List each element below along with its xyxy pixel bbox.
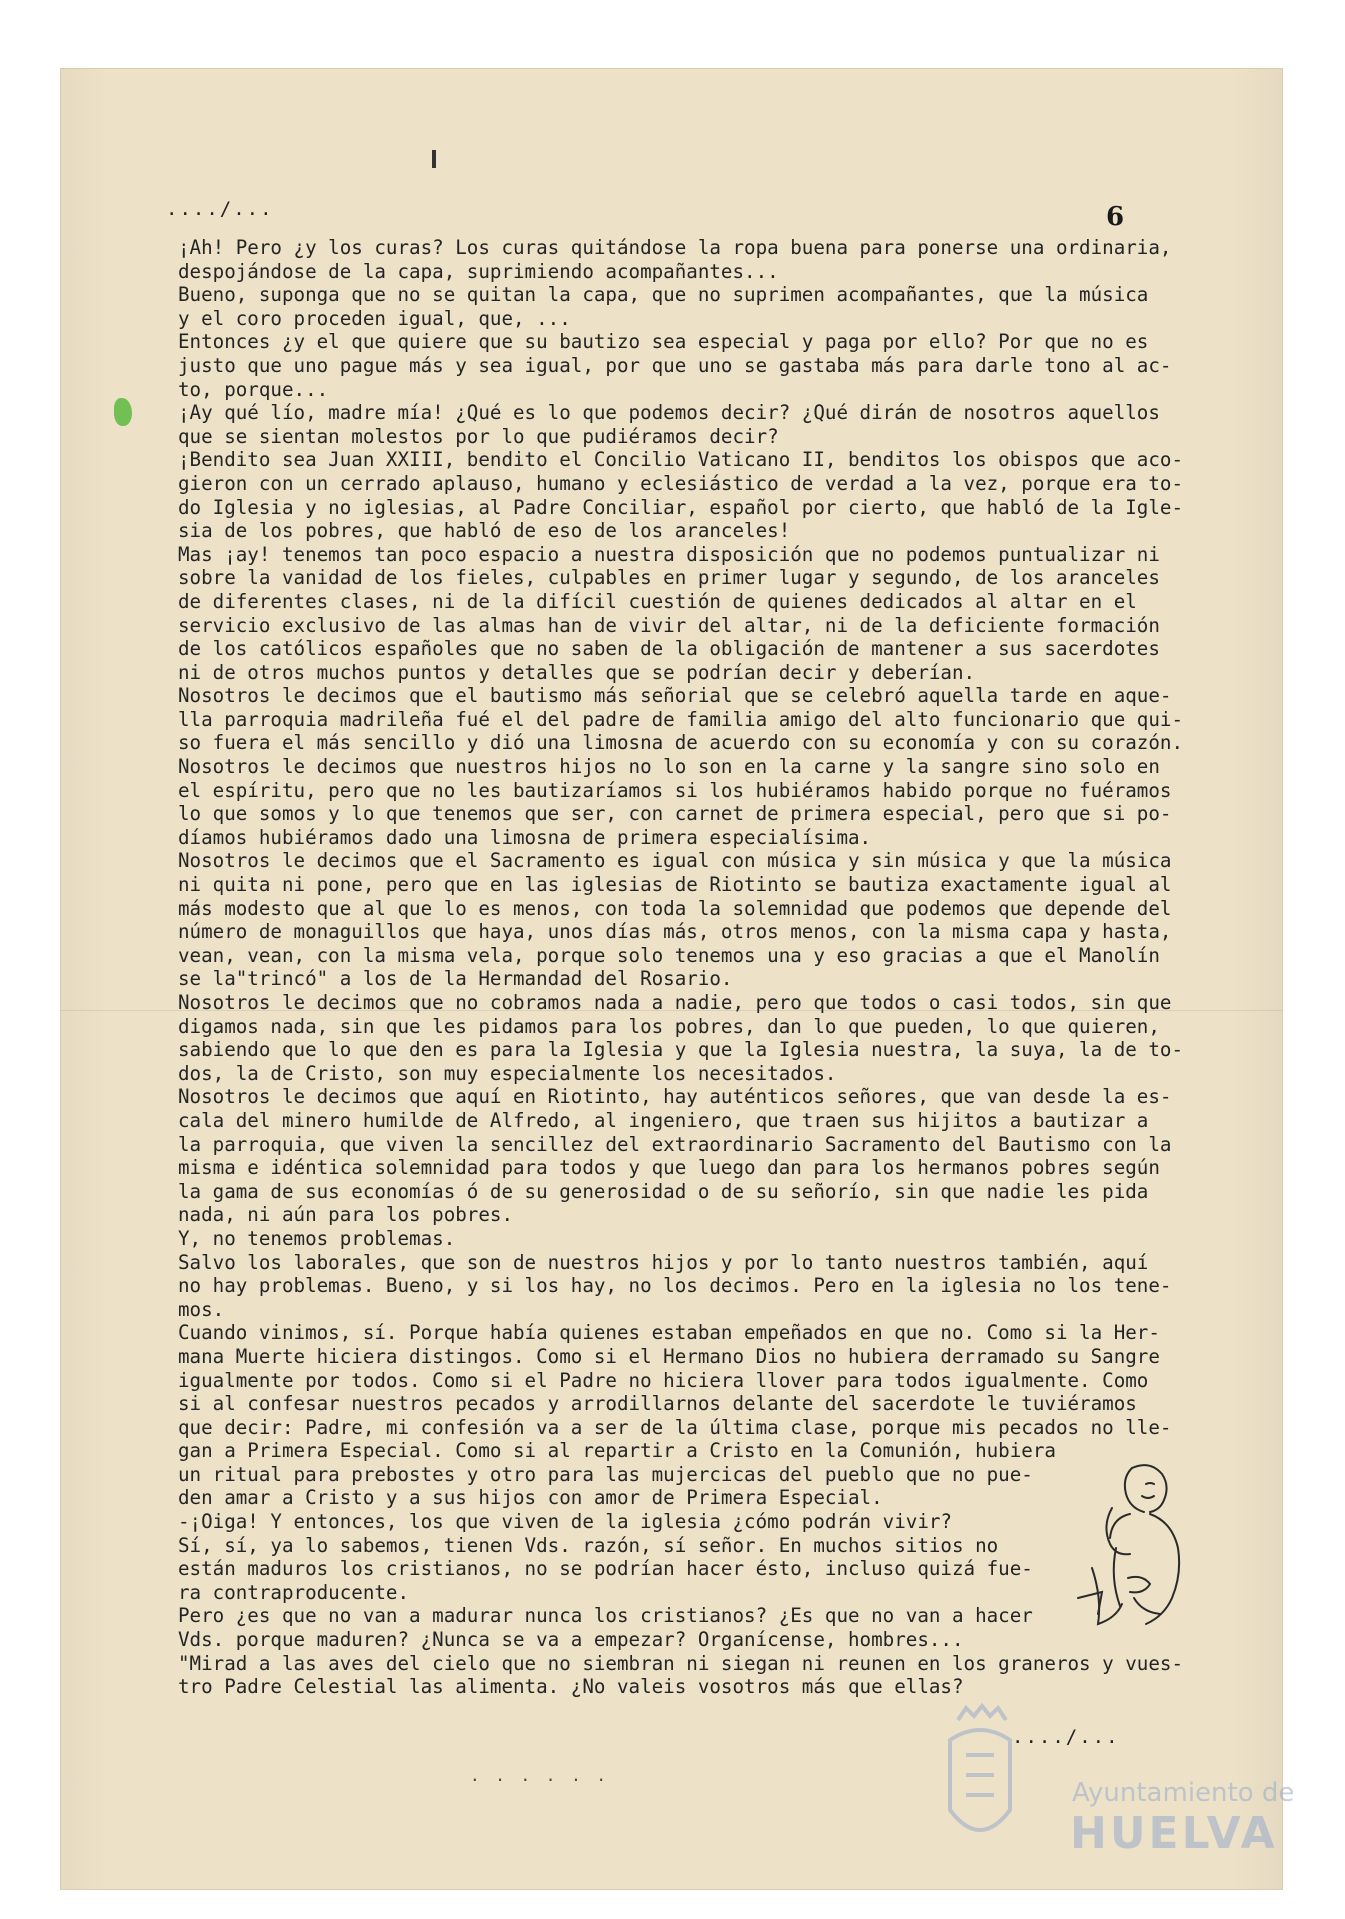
text-line: de diferentes clases, ni de la difícil cuestión de quienes dedicados al altar en el bbox=[178, 589, 1137, 613]
text-line: misma e idéntica solemnidad para todos y que luego dan para los hermanos pobres según bbox=[178, 1156, 1160, 1180]
text-line: den amar a Cristo y a sus hijos con amor de Primera Especial. bbox=[178, 1486, 883, 1510]
page-number: 6 bbox=[1106, 202, 1125, 232]
text-line: Nosotros le decimos que aquí en Riotinto, hay auténticos señores, que van desde la es- bbox=[178, 1085, 1172, 1109]
text-line: sobre la vanidad de los fieles, culpables en primer lugar y segundo, de los aranceles bbox=[178, 566, 1160, 590]
watermark-line1: Ayuntamiento de bbox=[1072, 1778, 1295, 1808]
text-line: "Mirad a las aves del cielo que no siembran ni siegan ni reunen en los graneros y vues- bbox=[178, 1651, 1184, 1675]
text-line: Pero ¿es que no van a madurar nunca los cristianos? ¿Es que no van a hacer bbox=[178, 1604, 1033, 1628]
text-line: número de monaguillos que haya, unos días más, otros menos, con la misma capa y hasta, bbox=[178, 920, 1172, 944]
text-line: que decir: Padre, mi confesión va a ser de la última clase, porque mis pecados no lle- bbox=[178, 1415, 1172, 1439]
text-line: Y, no tenemos problemas. bbox=[178, 1226, 456, 1250]
text-line: sia de los pobres, que habló de eso de los aranceles! bbox=[178, 519, 791, 543]
text-line: servicio exclusivo de las almas han de vivir del altar, ni de la deficiente formación bbox=[178, 613, 1160, 637]
text-line: tro Padre Celestial las alimenta. ¿No valeis vosotros más que ellas? bbox=[178, 1675, 964, 1699]
typewritten-body bbox=[178, 236, 1218, 1699]
text-line: justo que uno pague más y sea igual, por que uno se gastaba más para darle tono al ac- bbox=[178, 353, 1172, 377]
text-line: digamos nada, sin que les pidamos para los pobres, dan lo que pueden, lo que quieren, bbox=[178, 1014, 1160, 1038]
text-line: gan a Primera Especial. Como si al repartir a Cristo en la Comunión, hubiera bbox=[178, 1439, 1056, 1463]
text-line: Sí, sí, ya lo sabemos, tienen Vds. razón, sí señor. En muchos sitios no bbox=[178, 1533, 999, 1557]
text-line: Bueno, suponga que no se quitan la capa, que no suprimen acompañantes, que la música bbox=[178, 283, 1149, 307]
text-line: Nosotros le decimos que el Sacramento es igual con música y sin música y que la música bbox=[178, 849, 1172, 873]
text-line: do Iglesia y no iglesias, al Padre Conciliar, español por cierto, que habló de la Igle- bbox=[178, 495, 1184, 519]
footer-dots: . . . . . . bbox=[470, 1766, 609, 1785]
continuation-marker-bottom: ..../... bbox=[1012, 1726, 1120, 1748]
text-line: más modesto que al que lo es menos, con toda la solemnidad que podemos que depende del bbox=[178, 896, 1172, 920]
text-line: de los católicos españoles que no saben de la obligación de mantener a sus sacerdotes bbox=[178, 637, 1160, 661]
text-line: se la"trincó" a los de la Hermandad del Rosario. bbox=[178, 967, 733, 991]
text-line: vean, vean, con la misma vela, porque solo tenemos una y eso gracias a que el Manolín bbox=[178, 943, 1160, 967]
text-line: ¡Bendito sea Juan XXIII, bendito el Concilio Vaticano II, benditos los obispos que aco- bbox=[178, 448, 1184, 472]
text-line: y el coro proceden igual, que, ... bbox=[178, 306, 571, 330]
text-line: gieron con un cerrado aplauso, humano y eclesiástico de verdad a la vez, porque era to- bbox=[178, 471, 1184, 495]
text-line: ¡Ah! Pero ¿y los curas? Los curas quitándose la ropa buena para ponerse una ordinaria, bbox=[178, 236, 1172, 259]
text-line: cala del minero humilde de Alfredo, al ingeniero, que traen sus hijitos a bautizar a bbox=[178, 1108, 1149, 1132]
text-line: la parroquia, que viven la sencillez del extraordinario Sacramento del Bautismo con la bbox=[178, 1132, 1172, 1156]
text-line: igualmente por todos. Como si el Padre no hiciera llover para todos igualmente. Como bbox=[178, 1368, 1149, 1392]
continuation-marker-top: ..../... bbox=[166, 198, 274, 220]
text-line: Cuando vinimos, sí. Porque había quienes estaban empeñados en que no. Como si la Her- bbox=[178, 1321, 1160, 1345]
text-line: to, porque... bbox=[178, 377, 329, 401]
text-line: Nosotros le decimos que no cobramos nada a nadie, pero que todos o casi todos, sin que bbox=[178, 991, 1172, 1014]
text-line: mana Muerte hiciera distingos. Como si el Hermano Dios no hubiera derramado su Sangre bbox=[178, 1344, 1160, 1368]
text-line: ni quita ni pone, pero que en las iglesias de Riotinto se bautiza exactamente igual al bbox=[178, 873, 1172, 897]
text-line: ra contraproducente. bbox=[178, 1580, 410, 1604]
text-line: Entonces ¿y el que quiere que su bautizo sea especial y paga por ello? Por que no es bbox=[178, 330, 1149, 354]
text-line: ni de otros muchos puntos y detalles que se podrían decir y deberían. bbox=[178, 660, 976, 684]
text-line: dos, la de Cristo, son muy especialmente los necesitados. bbox=[178, 1061, 837, 1085]
text-line: despojándose de la capa, suprimiendo acompañantes... bbox=[178, 259, 779, 283]
text-line: están maduros los cristianos, no se podrían hacer ésto, incluso quizá fue- bbox=[178, 1557, 1033, 1581]
green-ink-spot bbox=[114, 398, 132, 426]
text-line: el espíritu, pero que no les bautizaríamos si los hubiéramos habido porque no fuéramos bbox=[178, 778, 1172, 802]
watermark-line2: HUELVA bbox=[1070, 1808, 1278, 1859]
text-line: díamos hubiéramos dado una limosna de primera especialísima. bbox=[178, 825, 872, 849]
text-line: la gama de sus economías ó de su generosidad o de su señorío, sin que nadie les pida bbox=[178, 1179, 1149, 1203]
priest-sketch-illustration bbox=[1072, 1448, 1202, 1638]
text-line: que se sientan molestos por lo que pudiéramos decir? bbox=[178, 424, 779, 448]
text-line: so fuera el más sencillo y dió una limosna de acuerdo con su economía y con su corazón. bbox=[178, 731, 1184, 755]
text-line: sabiendo que lo que den es para la Iglesia y que la Iglesia nuestra, la suya, la de to- bbox=[178, 1038, 1184, 1062]
text-line: Nosotros le decimos que el bautismo más señorial que se celebró aquella tarde en aque- bbox=[178, 684, 1172, 708]
text-line: no hay problemas. Bueno, y si los hay, no los decimos. Pero en la iglesia no los tene- bbox=[178, 1274, 1172, 1298]
text-line: mos. bbox=[178, 1297, 225, 1321]
text-line: Nosotros le decimos que nuestros hijos no lo son en la carne y la sangre sino solo en bbox=[178, 755, 1160, 779]
ink-mark bbox=[432, 150, 436, 168]
text-line: lo que somos y lo que tenemos que ser, con carnet de primera especial, pero que si po- bbox=[178, 802, 1172, 826]
text-line: Salvo los laborales, que son de nuestros hijos y por lo tanto nuestros también, aquí bbox=[178, 1250, 1149, 1274]
text-line: un ritual para prebostes y otro para las mujercicas del pueblo que no pue- bbox=[178, 1462, 1033, 1486]
text-line: ¡Ay qué lío, madre mía! ¿Qué es lo que podemos decir? ¿Qué dirán de nosotros aquellos bbox=[178, 401, 1160, 425]
text-line: Vds. porque maduren? ¿Nunca se va a empezar? Organícense, hombres... bbox=[178, 1628, 964, 1652]
text-line: Mas ¡ay! tenemos tan poco espacio a nuestra disposición que no podemos puntualizar ni bbox=[178, 542, 1160, 566]
text-line: si al confesar nuestros pecados y arrodillarnos delante del sacerdote le tuviéramos bbox=[178, 1392, 1137, 1416]
text-line: -¡Oiga! Y entonces, los que viven de la iglesia ¿cómo podrán vivir? bbox=[178, 1510, 952, 1534]
text-line: lla parroquia madrileña fué el del padre de familia amigo del alto funcionario que qui- bbox=[178, 707, 1184, 731]
text-line: nada, ni aún para los pobres. bbox=[178, 1203, 514, 1227]
